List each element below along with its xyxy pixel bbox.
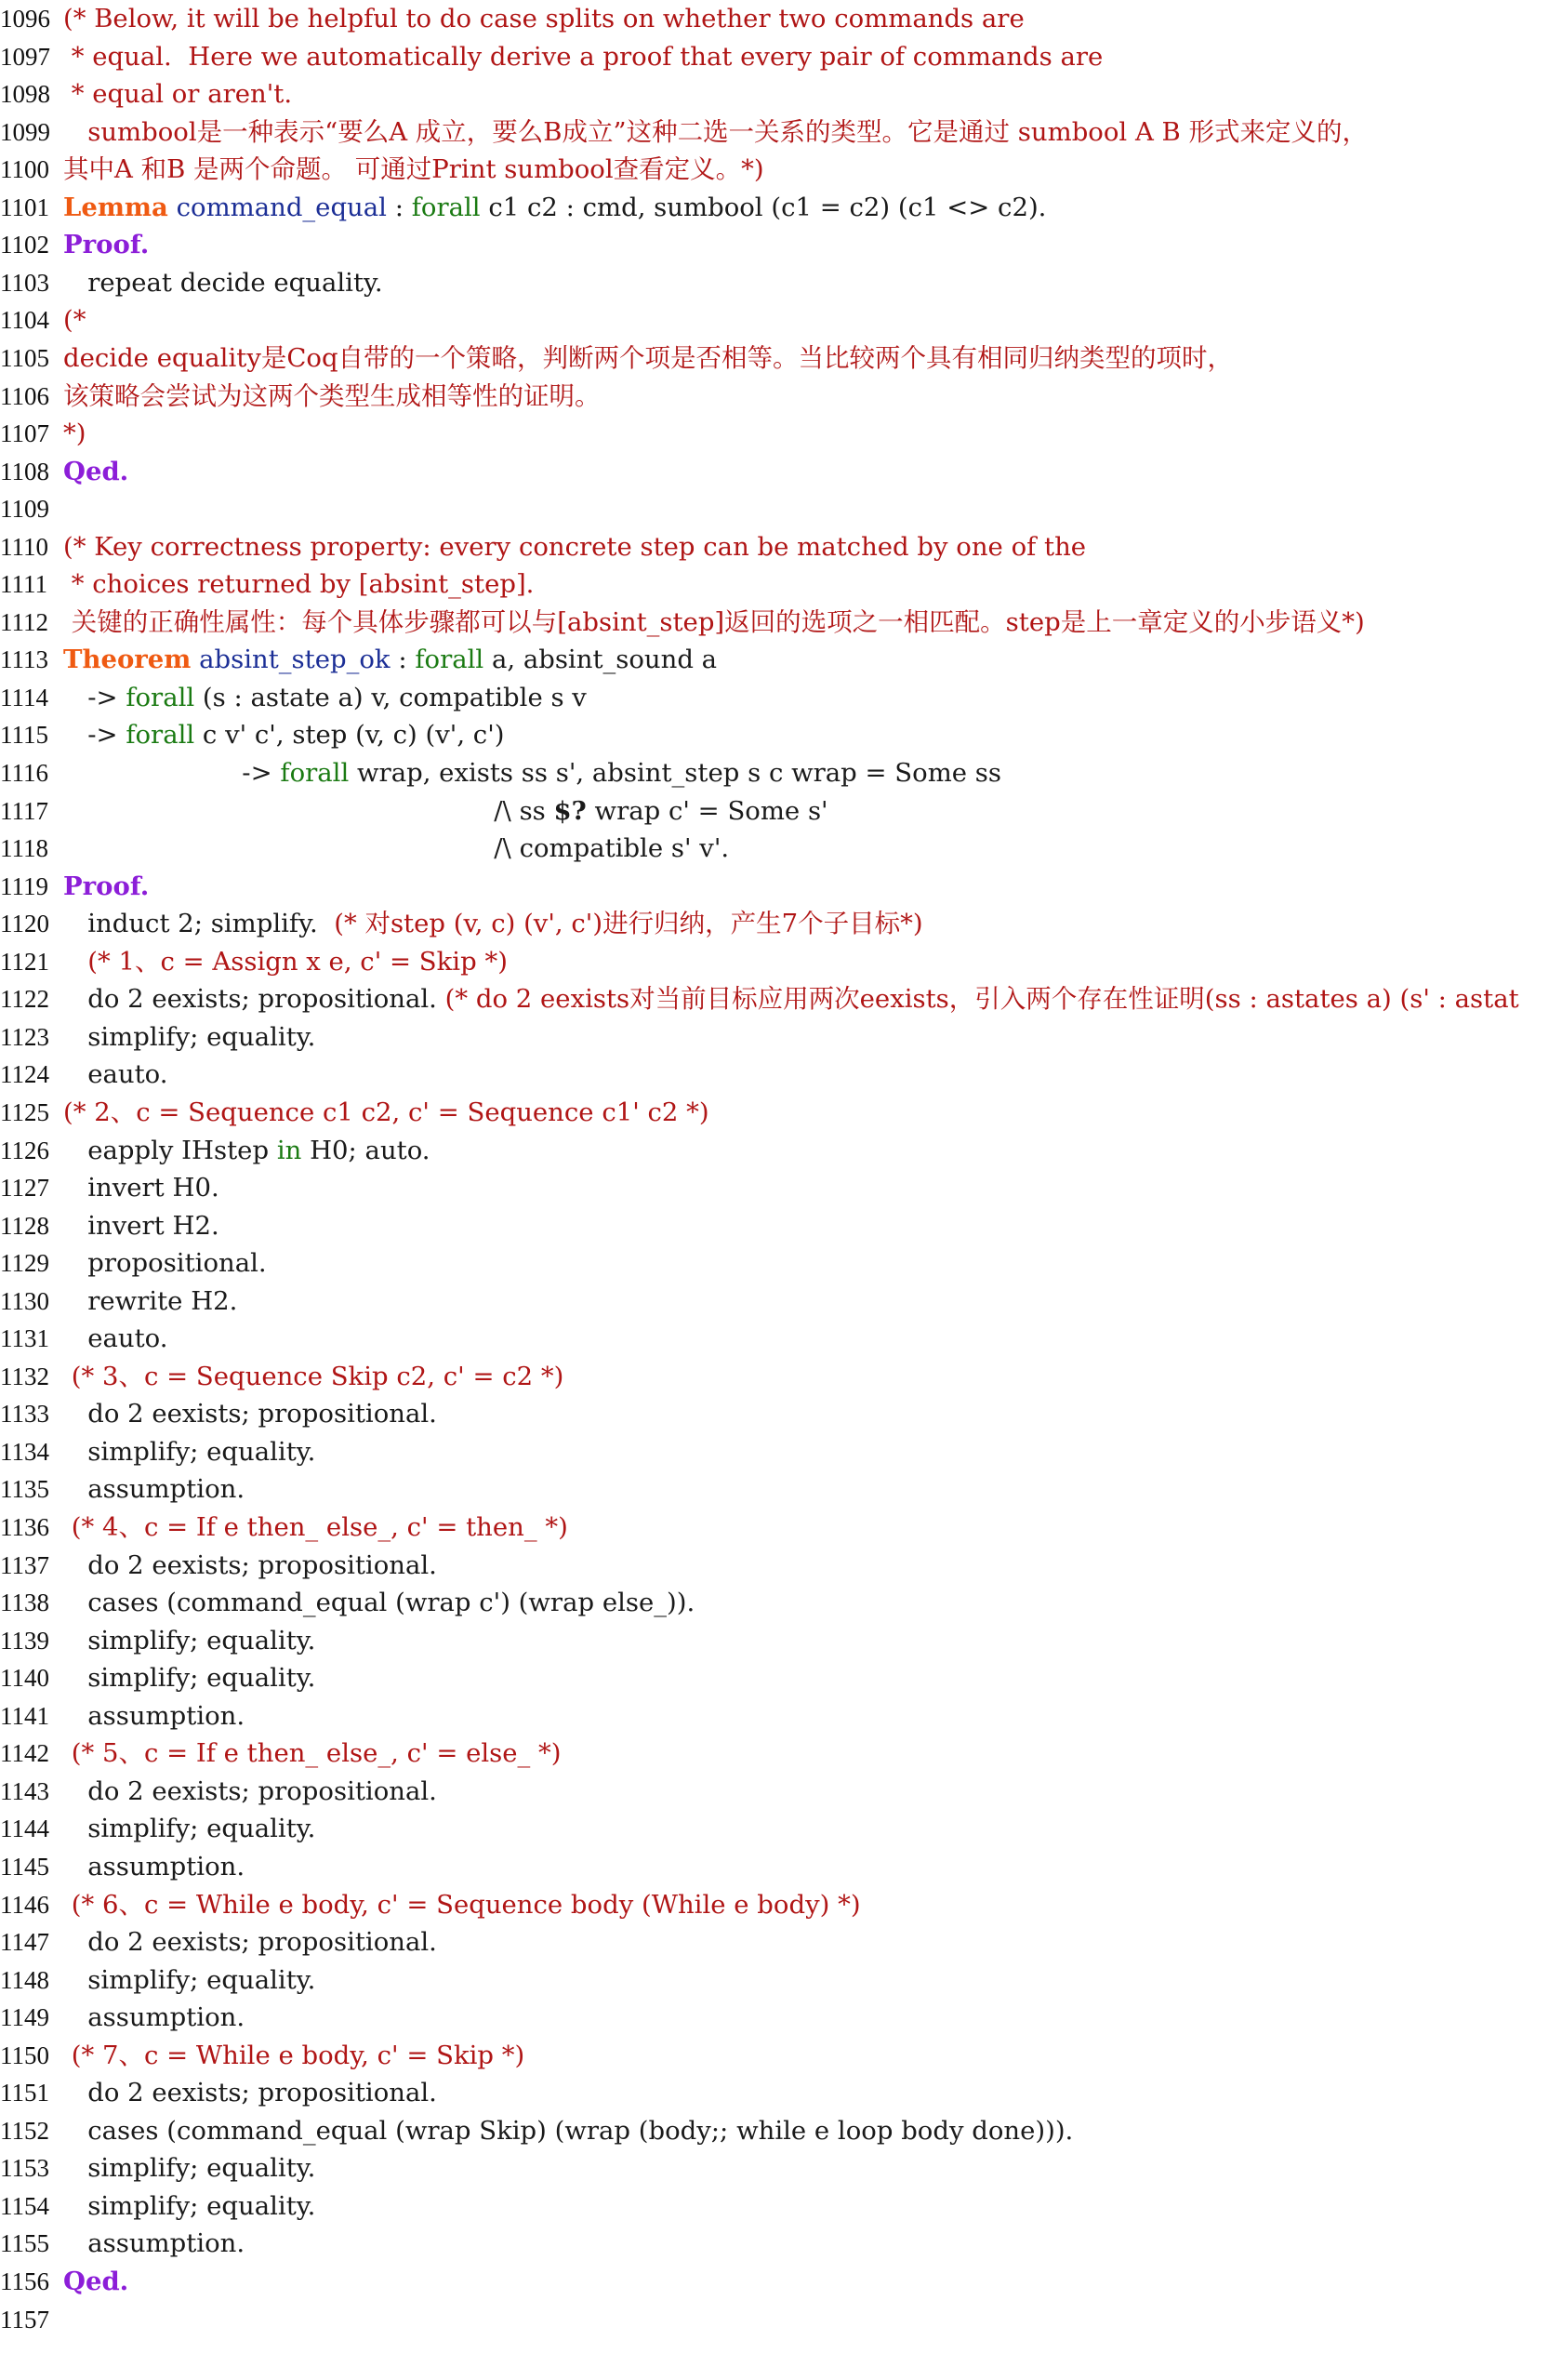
line-number: 1140: [0, 1664, 49, 1693]
line-number: 1150: [0, 2041, 49, 2069]
line-number: 1125: [0, 1097, 49, 1126]
code-line: [0, 378, 1562, 416]
code-text: simplify; equality.: [63, 1625, 316, 1655]
line-number: 1143: [0, 1776, 49, 1805]
code-text: c v' c', step (v, c) (v', c'): [194, 720, 505, 751]
line-number: 1154: [0, 2191, 49, 2220]
code-text: simplify; equality.: [63, 1021, 316, 1052]
code-text: do 2 eexists; propositional.: [63, 2078, 437, 2108]
code-line: [0, 1622, 1562, 1660]
code-line: [0, 1470, 1562, 1509]
proof-keyword: Qed.: [63, 456, 129, 486]
comment-text: (* do 2 eexists对当前目标应用两次eexists，引入两个存在性证明(ss : astates a) (s' : astat: [444, 984, 1519, 1015]
code-line: [0, 113, 1562, 152]
code-text: cases (command_equal (wrap c') (wrap else_)).: [63, 1588, 695, 1618]
code-line: [0, 339, 1562, 378]
code-line: [0, 226, 1562, 264]
line-number: 1128: [0, 1211, 49, 1240]
code-text: ->: [63, 682, 126, 712]
code-text: simplify; equality.: [63, 2153, 316, 2184]
proof-keyword: Proof.: [63, 230, 150, 260]
code-text: simplify; equality.: [63, 1663, 316, 1694]
code-text: invert H0.: [63, 1173, 219, 1203]
code-line: [0, 1056, 1562, 1094]
comment-text: sumbool是一种表示“要么A 成立，要么B成立”这种二选一关系的类型。它是通过 sumbool A B 形式来定义的，: [63, 116, 1369, 147]
line-number: 1108: [0, 457, 49, 485]
code-line: [0, 565, 1562, 604]
comment-text: 该策略会尝试为这两个类型生成相等性的证明。: [63, 380, 601, 411]
binder-keyword: forall: [411, 192, 481, 222]
code-text: simplify; equality.: [63, 1814, 316, 1844]
code-line: [0, 2301, 1562, 2339]
line-number: 1097: [0, 42, 50, 71]
code-text: cases (command_equal (wrap Skip) (wrap (body;; while e loop body done))).: [63, 2115, 1074, 2146]
code-line: [0, 2037, 1562, 2075]
comment-text: * equal. Here we automatically derive a proof that every pair of commands are: [63, 41, 1104, 72]
code-text: ->: [63, 758, 281, 788]
code-line: [0, 1999, 1562, 2037]
code-text: invert H2.: [63, 1210, 219, 1241]
code-line: [0, 905, 1562, 943]
line-number: 1137: [0, 1550, 49, 1579]
code-line: [0, 301, 1562, 339]
code-line: [0, 1018, 1562, 1057]
line-number: 1105: [0, 343, 49, 372]
comment-text: (* 1、c = Assign x e, c' = Skip *): [63, 946, 508, 977]
line-number: 1130: [0, 1286, 49, 1315]
code-text: [191, 645, 199, 674]
proof-keyword: Qed.: [63, 2267, 129, 2296]
line-number: 1129: [0, 1249, 49, 1278]
code-text: :: [390, 645, 416, 675]
code-line: [0, 1584, 1562, 1622]
comment-text: 其中A 和B 是两个命题。 可通过Print sumbool查看定义。*): [63, 154, 764, 185]
code-text: do 2 eexists; propositional.: [63, 1399, 437, 1429]
code-text: [168, 193, 177, 222]
line-number: 1107: [0, 419, 49, 448]
line-number: 1152: [0, 2116, 49, 2145]
line-number: 1131: [0, 1324, 49, 1353]
code-line: [0, 151, 1562, 189]
line-number: 1115: [0, 721, 48, 750]
comment-text: (* 对step (v, c) (v', c')进行归纳，产生7个子目标*): [334, 909, 923, 939]
code-text: wrap, exists ss s', absint_step s c wrap = Some ss: [349, 758, 1002, 788]
code-text: H0; auto.: [301, 1135, 430, 1165]
code-text: (s : astate a) v, compatible s v: [194, 682, 587, 712]
code-line: [0, 980, 1562, 1018]
comment-text: (* Key correctness property: every concrete step can be matched by one of the: [63, 531, 1087, 562]
code-line: [0, 2074, 1562, 2112]
line-number: 1146: [0, 1890, 49, 1919]
code-line: [0, 1923, 1562, 1961]
code-text: c1 c2 : cmd, sumbool (c1 = c2) (c1 <> c2).: [480, 192, 1047, 222]
code-text: simplify; equality.: [63, 1436, 316, 1467]
code-line: [0, 1509, 1562, 1547]
binder-keyword: forall: [126, 682, 195, 712]
code-line: [0, 1244, 1562, 1283]
line-number: 1112: [0, 607, 48, 636]
line-number: 1109: [0, 495, 49, 524]
line-number: 1116: [0, 759, 48, 787]
code-line: [0, 716, 1562, 754]
code-line: [0, 1961, 1562, 2000]
code-line: [0, 1659, 1562, 1697]
code-line: [0, 2149, 1562, 2187]
code-line: [0, 1207, 1562, 1245]
line-number: 1134: [0, 1437, 49, 1466]
code-text: do 2 eexists; propositional.: [63, 1775, 437, 1806]
line-number: 1139: [0, 1626, 49, 1655]
code-text: /\ compatible s' v'.: [63, 833, 730, 864]
comment-text: * equal or aren't.: [63, 79, 293, 110]
code-line: [0, 415, 1562, 453]
comment-text: *): [63, 419, 86, 449]
line-number: 1099: [0, 117, 50, 146]
code-line: [0, 1169, 1562, 1207]
code-line: [0, 189, 1562, 227]
line-number: 1110: [0, 532, 48, 561]
binder-keyword: forall: [280, 758, 350, 788]
code-line: [0, 830, 1562, 868]
code-text: repeat decide equality.: [63, 267, 383, 298]
binder-keyword: forall: [126, 720, 195, 751]
code-line: [0, 0, 1562, 38]
line-number: 1121: [0, 947, 49, 976]
code-text: propositional.: [63, 1248, 267, 1279]
comment-text: (* 4、c = If e then_ else_, c' = then_ *): [63, 1512, 568, 1542]
line-number: 1100: [0, 155, 49, 184]
code-line: [0, 528, 1562, 566]
comment-text: * choices returned by [absint_step].: [63, 569, 535, 600]
code-line: [0, 2263, 1562, 2301]
comment-text: (* 5、c = If e then_ else_, c' = else_ *): [63, 1738, 562, 1769]
line-number: 1118: [0, 834, 48, 863]
line-number: 1157: [0, 2305, 49, 2333]
line-number: 1096: [0, 5, 50, 33]
code-text: eauto.: [63, 1059, 168, 1090]
binder-keyword: forall: [415, 645, 484, 675]
code-text: assumption.: [63, 1700, 245, 1731]
line-number: 1104: [0, 306, 49, 335]
code-text: eauto.: [63, 1323, 168, 1354]
code-line: [0, 1547, 1562, 1585]
line-number: 1149: [0, 2003, 49, 2032]
keyword-text: Theorem: [63, 645, 192, 675]
line-number: 1122: [0, 985, 49, 1014]
code-text: /\ ss: [63, 795, 554, 826]
code-text: assumption.: [63, 1474, 245, 1505]
line-number: 1102: [0, 231, 49, 259]
code-text: simplify; equality.: [63, 2190, 316, 2221]
line-number: 1145: [0, 1852, 49, 1881]
identifier-text: command_equal: [176, 192, 387, 222]
code-text: rewrite H2.: [63, 1285, 238, 1316]
line-number: 1136: [0, 1513, 49, 1541]
line-number: 1138: [0, 1589, 49, 1617]
binder-keyword: in: [276, 1135, 302, 1165]
code-line: [0, 1773, 1562, 1811]
line-number: 1153: [0, 2154, 49, 2183]
line-number: 1127: [0, 1174, 49, 1203]
code-line: [0, 604, 1562, 642]
code-line: [0, 490, 1562, 528]
code-line: [0, 264, 1562, 302]
comment-text: (* Below, it will be helpful to do case splits on whether two commands are: [63, 4, 1025, 33]
line-number: 1151: [0, 2079, 49, 2107]
comment-text: (* 3、c = Sequence Skip c2, c' = c2 *): [63, 1361, 564, 1391]
line-number: 1147: [0, 1928, 49, 1957]
code-line: [0, 1094, 1562, 1132]
code-text: wrap c' = Some s': [586, 795, 828, 826]
line-number: 1133: [0, 1400, 49, 1429]
comment-text: (* 2、c = Sequence c1 c2, c' = Sequence c1' c2 *): [63, 1097, 709, 1127]
code-text: simplify; equality.: [63, 1964, 316, 1995]
code-line: [0, 2187, 1562, 2226]
identifier-text: absint_step_ok: [199, 645, 390, 675]
code-line: [0, 38, 1562, 76]
code-line: [0, 641, 1562, 679]
code-line: [0, 943, 1562, 981]
line-number: 1101: [0, 193, 49, 221]
code-line: [0, 1395, 1562, 1433]
code-line: [0, 1358, 1562, 1396]
comment-text: (*: [63, 305, 86, 336]
code-line: [0, 1848, 1562, 1886]
line-number: 1111: [0, 570, 47, 599]
code-text: assumption.: [63, 2002, 245, 2033]
code-line: [0, 453, 1562, 491]
line-number: 1148: [0, 1965, 49, 1994]
comment-text: 关键的正确性属性：每个具体步骤都可以与[absint_step]返回的选项之一相匹配。step是上一章定义的小步语义*): [63, 606, 1365, 637]
line-number: 1142: [0, 1739, 49, 1768]
code-text: a, absint_sound a: [483, 645, 718, 675]
comment-text: (* 6、c = While e body, c' = Sequence body (While e body) *): [63, 1889, 861, 1920]
proof-keyword: Proof.: [63, 871, 150, 901]
operator-text: $?: [553, 795, 587, 826]
line-number: 1156: [0, 2267, 49, 2295]
code-text: do 2 eexists; propositional.: [63, 984, 445, 1015]
code-line: [0, 754, 1562, 792]
code-text: assumption.: [63, 2228, 245, 2259]
code-line: [0, 2225, 1562, 2263]
line-number: 1120: [0, 910, 49, 938]
code-line: [0, 792, 1562, 831]
code-line: [0, 1433, 1562, 1471]
line-number: 1114: [0, 683, 48, 711]
line-number: 1144: [0, 1815, 49, 1843]
line-number: 1126: [0, 1136, 49, 1164]
code-line: [0, 1697, 1562, 1735]
code-line: [0, 1735, 1562, 1773]
code-line: [0, 868, 1562, 906]
line-number: 1124: [0, 1060, 49, 1089]
code-line: [0, 679, 1562, 717]
line-number: 1106: [0, 381, 49, 410]
code-line: [0, 1132, 1562, 1170]
line-number: 1155: [0, 2229, 49, 2258]
code-text: :: [386, 192, 412, 222]
line-number: 1113: [0, 645, 48, 674]
code-line: [0, 2112, 1562, 2150]
line-number: 1117: [0, 796, 48, 825]
line-number: 1132: [0, 1362, 49, 1390]
code-line: [0, 1810, 1562, 1848]
code-text: do 2 eexists; propositional.: [63, 1927, 437, 1958]
line-number: 1135: [0, 1475, 49, 1504]
code-line: [0, 1886, 1562, 1924]
line-number: 1119: [0, 871, 48, 900]
code-text: induct 2; simplify.: [63, 909, 335, 939]
line-number: 1098: [0, 80, 50, 109]
line-number: 1123: [0, 1022, 49, 1051]
code-line: [0, 1320, 1562, 1358]
code-text: do 2 eexists; propositional.: [63, 1549, 437, 1580]
code-text: ->: [63, 720, 126, 751]
line-number: 1141: [0, 1701, 49, 1730]
comment-text: decide equality是Coq自带的一个策略，判断两个项是否相等。当比较两个具有相同归纳类型的项时，: [63, 342, 1234, 373]
code-line: [0, 75, 1562, 113]
code-text: eapply IHstep: [63, 1135, 277, 1165]
line-number: 1103: [0, 268, 49, 297]
code-text: assumption.: [63, 1851, 245, 1881]
keyword-text: Lemma: [63, 192, 168, 222]
code-line: [0, 1283, 1562, 1321]
comment-text: (* 7、c = While e body, c' = Skip *): [63, 2040, 525, 2070]
